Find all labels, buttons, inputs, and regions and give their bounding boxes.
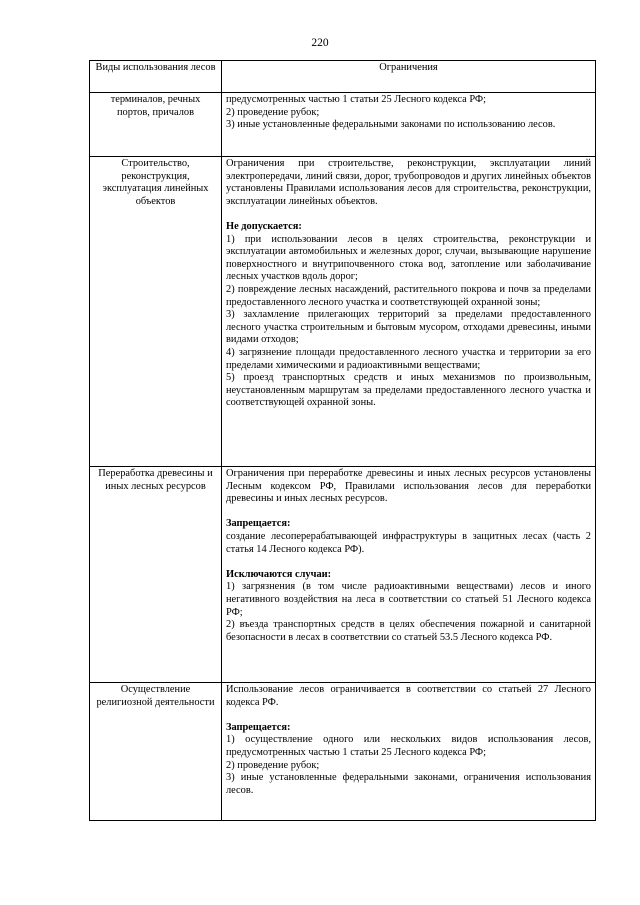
row-restrictions [222,683,596,821]
restriction-intro: Использование лесов ограничивается в соответствии со статьей 27 Лесного кодекса РФ. [226,684,591,708]
restriction-item: 4) загрязнение площади предоставленного лесного участка и территории за его пределами химическими и радиоактивными веществами; [226,346,591,371]
restriction-line: 3) иные установленные федеральными законами по использованию лесов. [226,119,556,131]
restriction-text: создание лесоперерабатывающей инфраструктуры в защитных лесах (часть 2 статья 14 Лесного кодекса РФ). [226,530,591,555]
table-row [90,93,596,157]
header-forest-use-types: Виды использования лесов [90,61,222,93]
restriction-item: 2) повреждение лесных насаждений, растительного покрова и почв за пределами предоставленного лесного участка и соответствующей охранной зоны; [226,283,591,308]
restriction-item: 1) осуществление одного или нескольких видов использования лесов, предусмотренных частью 1 статьи 25 Лесного кодекса РФ; [226,734,591,758]
table-row [90,157,596,467]
row-restrictions [222,93,596,157]
restriction-item: 5) проезд транспортных средств и иных механизмов по произвольным, неустановленным маршрутам за пределами предоставленного лесного участка и соответствующей охранной зоны. [226,372,591,409]
restriction-line: предусмотренных частью 1 статьи 25 Лесного кодекса РФ; [226,94,487,105]
restriction-item: 1) загрязнения (в том числе радиоактивными веществами) лесов и иного негативного воздействия на леса в соответствии со статьей 51 Лесного кодекса РФ; [226,581,591,618]
restrictions-table [89,60,596,821]
row-restrictions [222,157,596,467]
restriction-line: 2) проведение рубок; [226,106,320,118]
restriction-intro: Ограничения при строительстве, реконструкции, эксплуатации линий электропередачи, линий связи, дорог, трубопроводов и других линейных объектов установлены Правилами использования лесов для строительства, реконструкции, эксплуатации линейных объектов. [226,158,591,207]
restriction-intro: Ограничения при переработке древесины и иных лесных ресурсов установлены Лесным кодексом РФ, Правилами использования лесов для переработки древесины и иных лесных ресурсов. [226,468,591,505]
page-number: 220 [311,37,329,49]
restriction-item: 1) при использовании лесов в целях строительства, реконструкции и эксплуатации автомобильных и железных дорог, случаи, вызывающие нарушение поверхностного и внутрипочвенного стока вод, затопление или заболачивание лесных участков вдоль дорог; [226,233,591,283]
row-use-type: терминалов, речных портов, причалов [90,93,222,157]
restriction-item: 2) въезда транспортных средств в целях обеспечения пожарной и санитарной безопасности в лесах в соответствии со статьей 53.5 Лесного кодекса РФ. [226,619,591,643]
table-row [90,683,596,821]
restriction-item: 3) иные установленные федеральными законами, ограничения использования лесов. [226,772,591,796]
section-heading: Не допускается: [226,220,302,232]
section-heading: Исключаются случаи: [226,568,332,580]
header-restrictions: Ограничения [222,61,596,93]
row-use-type: Осуществление религиозной деятельности [90,683,222,821]
section-heading: Запрещается: [226,721,291,733]
row-use-type: Переработка древесины и иных лесных ресурсов [90,467,222,683]
restriction-item: 2) проведение рубок; [226,759,320,771]
row-use-type: Строительство, реконструкция, эксплуатация линейных объектов [90,157,222,467]
section-heading: Запрещается: [226,518,291,530]
row-restrictions [222,467,596,683]
table-row [90,467,596,683]
restriction-item: 3) захламление прилегающих территорий за пределами предоставленного лесного участка строительным и бытовым мусором, отходами древесины, иными видами отходов; [226,309,591,346]
table-header-row [90,61,596,93]
